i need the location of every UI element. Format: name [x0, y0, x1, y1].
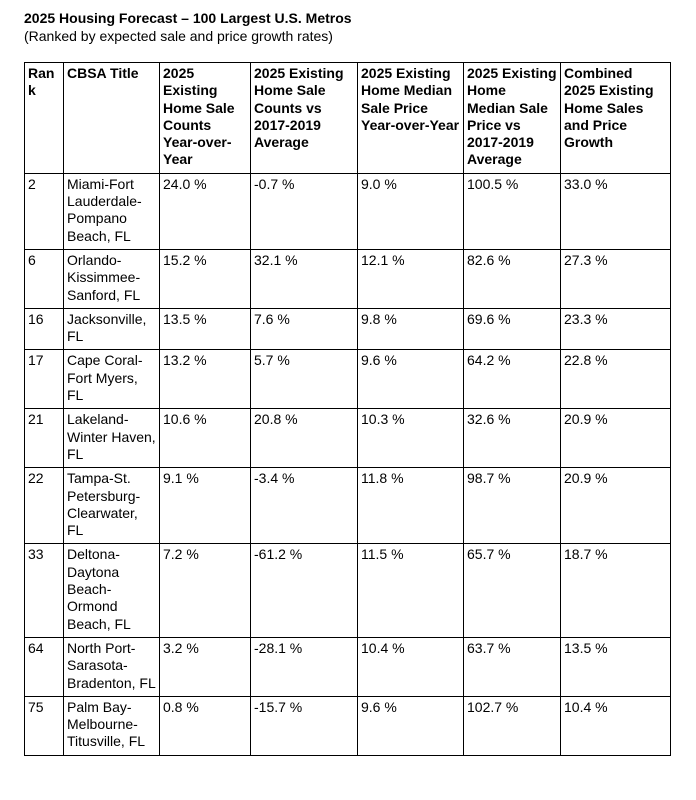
cell-rank: 16 [25, 308, 64, 350]
header-sale-counts-yoy: 2025 Existing Home Sale Counts Year-over-Year [160, 63, 251, 174]
cell-combined-growth: 20.9 % [561, 468, 671, 544]
cell-cbsa-title: Orlando-Kissimmee-Sanford, FL [64, 249, 160, 308]
cell-median-price-yoy: 11.8 % [358, 468, 464, 544]
cell-sale-counts-vs-avg: 5.7 % [251, 350, 358, 409]
cell-sale-counts-vs-avg: 20.8 % [251, 409, 358, 468]
cell-sale-counts-yoy: 0.8 % [160, 696, 251, 755]
cell-median-price-vs-avg: 98.7 % [464, 468, 561, 544]
cell-sale-counts-yoy: 3.2 % [160, 637, 251, 696]
cell-cbsa-title: North Port-Sarasota-Bradenton, FL [64, 637, 160, 696]
cell-sale-counts-vs-avg: -61.2 % [251, 544, 358, 637]
cell-sale-counts-vs-avg: 7.6 % [251, 308, 358, 350]
cell-median-price-vs-avg: 32.6 % [464, 409, 561, 468]
cell-median-price-vs-avg: 102.7 % [464, 696, 561, 755]
table-row [25, 544, 671, 637]
cell-median-price-vs-avg: 63.7 % [464, 637, 561, 696]
header-rank: Rank [25, 63, 64, 174]
cell-sale-counts-yoy: 13.5 % [160, 308, 251, 350]
cell-sale-counts-vs-avg: -15.7 % [251, 696, 358, 755]
cell-sale-counts-vs-avg: -28.1 % [251, 637, 358, 696]
cell-combined-growth: 23.3 % [561, 308, 671, 350]
header-combined-growth: Combined 2025 Existing Home Sales and Price Growth [561, 63, 671, 174]
cell-median-price-vs-avg: 69.6 % [464, 308, 561, 350]
cell-cbsa-title: Lakeland-Winter Haven, FL [64, 409, 160, 468]
cell-median-price-vs-avg: 82.6 % [464, 249, 561, 308]
cell-combined-growth: 22.8 % [561, 350, 671, 409]
cell-combined-growth: 13.5 % [561, 637, 671, 696]
cell-sale-counts-vs-avg: 32.1 % [251, 249, 358, 308]
document-title: 2025 Housing Forecast – 100 Largest U.S. Metros [24, 10, 352, 26]
header-median-price-yoy: 2025 Existing Home Median Sale Price Year-over-Year [358, 63, 464, 174]
cell-cbsa-title: Palm Bay-Melbourne-Titusville, FL [64, 696, 160, 755]
cell-cbsa-title: Deltona-Daytona Beach-Ormond Beach, FL [64, 544, 160, 637]
cell-rank: 33 [25, 544, 64, 637]
cell-cbsa-title: Jacksonville, FL [64, 308, 160, 350]
cell-sale-counts-vs-avg: -3.4 % [251, 468, 358, 544]
cell-cbsa-title: Cape Coral-Fort Myers, FL [64, 350, 160, 409]
forecast-table [24, 62, 671, 756]
table-row [25, 637, 671, 696]
cell-rank: 22 [25, 468, 64, 544]
cell-sale-counts-yoy: 9.1 % [160, 468, 251, 544]
cell-median-price-yoy: 10.4 % [358, 637, 464, 696]
table-row [25, 350, 671, 409]
cell-median-price-vs-avg: 65.7 % [464, 544, 561, 637]
cell-combined-growth: 10.4 % [561, 696, 671, 755]
header-sale-counts-vs-avg: 2025 Existing Home Sale Counts vs 2017-2019 Average [251, 63, 358, 174]
table-header [25, 63, 671, 174]
cell-cbsa-title: Miami-Fort Lauderdale-Pompano Beach, FL [64, 173, 160, 249]
table-body [25, 173, 671, 755]
cell-sale-counts-yoy: 24.0 % [160, 173, 251, 249]
cell-combined-growth: 27.3 % [561, 249, 671, 308]
cell-rank: 75 [25, 696, 64, 755]
cell-median-price-yoy: 9.6 % [358, 696, 464, 755]
cell-median-price-yoy: 9.6 % [358, 350, 464, 409]
cell-sale-counts-yoy: 7.2 % [160, 544, 251, 637]
cell-rank: 17 [25, 350, 64, 409]
cell-cbsa-title: Tampa-St. Petersburg-Clearwater, FL [64, 468, 160, 544]
header-row [25, 63, 671, 174]
table-row [25, 173, 671, 249]
cell-sale-counts-yoy: 15.2 % [160, 249, 251, 308]
cell-median-price-yoy: 12.1 % [358, 249, 464, 308]
table-row [25, 308, 671, 350]
table-row [25, 249, 671, 308]
cell-sale-counts-vs-avg: -0.7 % [251, 173, 358, 249]
header-cbsa-title: CBSA Title [64, 63, 160, 174]
table-row [25, 468, 671, 544]
cell-median-price-vs-avg: 100.5 % [464, 173, 561, 249]
document-subtitle: (Ranked by expected sale and price growth rates) [24, 28, 333, 44]
cell-combined-growth: 33.0 % [561, 173, 671, 249]
cell-rank: 64 [25, 637, 64, 696]
table-row [25, 409, 671, 468]
cell-sale-counts-yoy: 13.2 % [160, 350, 251, 409]
table-row [25, 696, 671, 755]
header-median-price-vs-avg: 2025 Existing Home Median Sale Price vs 2017-2019 Average [464, 63, 561, 174]
cell-median-price-yoy: 11.5 % [358, 544, 464, 637]
cell-rank: 2 [25, 173, 64, 249]
cell-rank: 6 [25, 249, 64, 308]
cell-combined-growth: 18.7 % [561, 544, 671, 637]
cell-median-price-yoy: 10.3 % [358, 409, 464, 468]
cell-median-price-yoy: 9.0 % [358, 173, 464, 249]
cell-sale-counts-yoy: 10.6 % [160, 409, 251, 468]
cell-combined-growth: 20.9 % [561, 409, 671, 468]
cell-rank: 21 [25, 409, 64, 468]
cell-median-price-vs-avg: 64.2 % [464, 350, 561, 409]
cell-median-price-yoy: 9.8 % [358, 308, 464, 350]
